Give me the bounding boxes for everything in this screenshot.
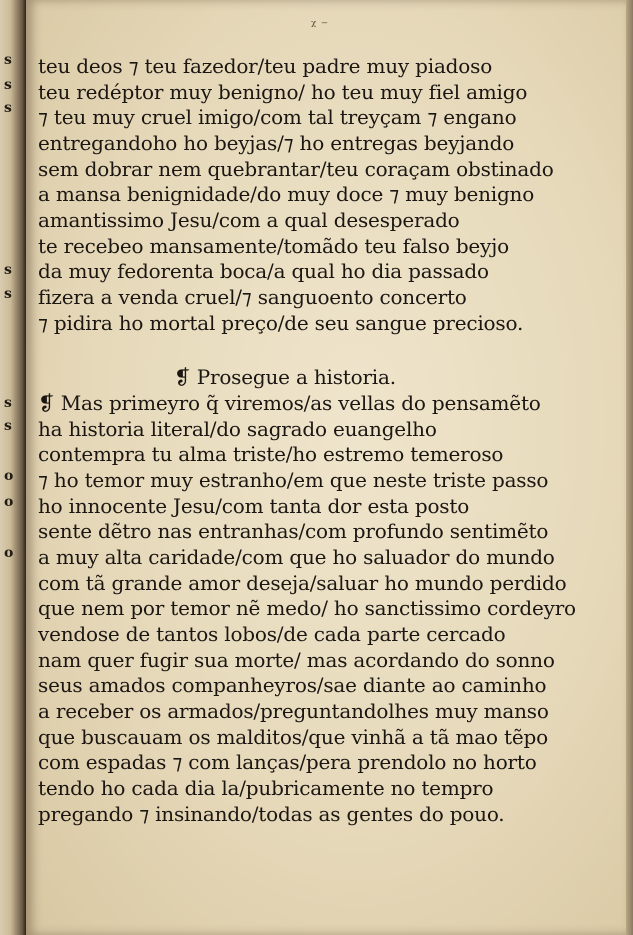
text-line: ⁊ teu muy cruel imigo/com tal treyçam ⁊ engano (38, 105, 517, 129)
text-line: ⁊ pidira ho mortal preço/de seu sangue precioso. (38, 311, 524, 335)
text-line: com espadas ⁊ com lanças/pera prendolo no horto (38, 750, 537, 774)
text-line: a muy alta caridade/com que ho saluador do mundo (38, 545, 555, 569)
text-line: te recebeo mansamente/tomãdo teu falso beyjo (38, 234, 509, 258)
text-line: amantissimo Jesu/com a qual desesperado (38, 208, 460, 232)
text-line: a mansa benignidade/do muy doce ⁊ muy benigno (38, 182, 535, 206)
text-line: a receber os armados/preguntandolhes muy manso (38, 699, 549, 723)
text-line: ⁊ ho temor muy estranho/em que neste triste passo (38, 468, 549, 492)
text-line: vendose de tantos lobos/de cada parte cercado (38, 622, 506, 646)
text-line: ha historia literal/do sagrado euangelho (38, 417, 437, 441)
binding-gutter (0, 0, 26, 935)
text-line: nam quer fugir sua morte/ mas acordando do sonno (38, 648, 555, 672)
text-line: seus amados companheyros/sae diante ao caminho (38, 673, 547, 697)
text-line: que buscauam os malditos/que vinhã a tã mao tẽpo (38, 725, 548, 749)
top-mark: ᵡ ⁻ (311, 18, 329, 34)
section-heading: ❡ Prosegue a historia. (174, 365, 396, 389)
text-line: ho innocente Jesu/com tanta dor esta posto (38, 494, 470, 518)
text-line: com tã grande amor deseja/saluar ho mundo perdido (38, 571, 567, 595)
text-line: sem dobrar nem quebrantar/teu coraçam obstinado (38, 157, 554, 181)
gutter-mark: s (4, 395, 12, 411)
gutter-mark: o (4, 545, 14, 561)
text-line: que nem por temor nẽ medo/ ho sanctissimo cordeyro (38, 596, 576, 620)
gutter-mark: s (4, 77, 12, 93)
gutter-mark: s (4, 286, 12, 302)
gutter-mark: s (4, 52, 12, 68)
text-line: contempra tu alma triste/ho estremo temeroso (38, 442, 504, 466)
page-edge (626, 0, 633, 935)
text-line: ❡ Mas primeyro q̃ viremos/as vellas do pensamẽto (38, 391, 541, 415)
text-line: teu redéptor muy benigno/ ho teu muy fiel amigo (38, 80, 528, 104)
gutter-mark: s (4, 262, 12, 278)
gutter-mark: s (4, 100, 12, 116)
text-line: sente dẽtro nas entranhas/com profundo sentimẽto (38, 519, 549, 543)
gutter-mark: o (4, 494, 14, 510)
text-line: pregando ⁊ insinando/todas as gentes do pouo. (38, 802, 505, 826)
book-page (26, 0, 626, 935)
gutter-mark: o (4, 468, 14, 484)
text-line: entregandoho ho beyjas/⁊ ho entregas beyjando (38, 131, 515, 155)
text-line: teu deos ⁊ teu fazedor/teu padre muy piadoso (38, 54, 493, 78)
text-line: tendo ho cada dia la/pubricamente no tempro (38, 776, 494, 800)
text-line: da muy fedorenta boca/a qual ho dia passado (38, 259, 489, 283)
text-line: fizera a venda cruel/⁊ sanguoento concerto (38, 285, 467, 309)
gutter-mark: s (4, 418, 12, 434)
